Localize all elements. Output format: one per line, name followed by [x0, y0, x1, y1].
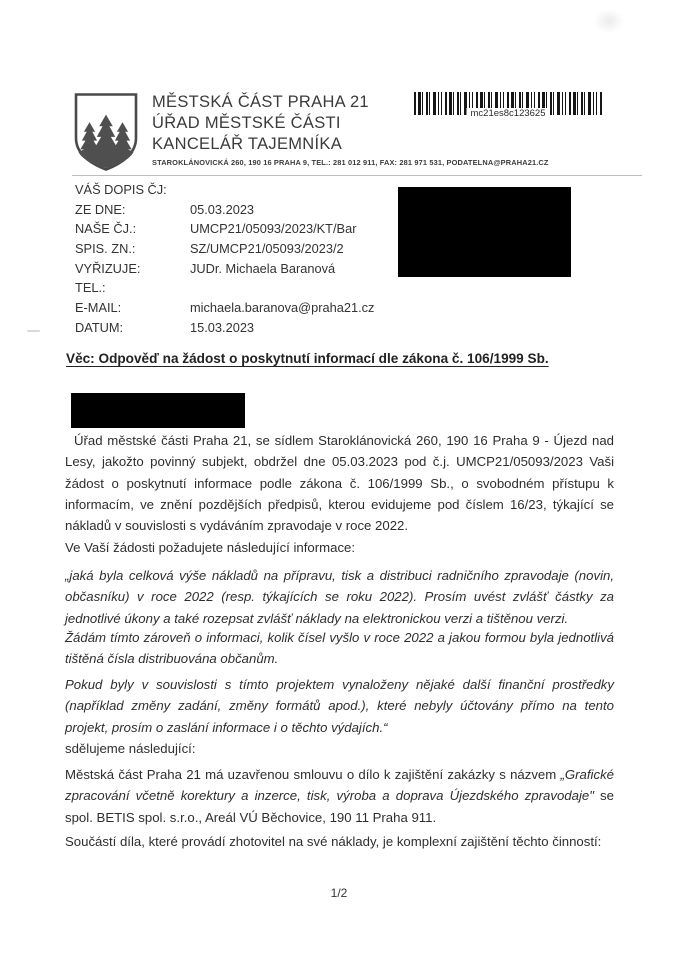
paragraph-quote-3: Pokud byly v souvislosti s tímto projektem vynaloženy nějaké další finanční prostředky (například změny zadání, změny formátů apod.), které nebyly účtovány přímo na tento projekt, prosím o zaslání informace i o těchto výdajích.“ — [65, 677, 614, 735]
ref-label: TEL.: — [75, 280, 106, 296]
paragraph-quote-1: „jaká byla celková výše nákladů na přípravu, tisk a distribuci radničního zpravodaje (novin, občasníku) v roce 2022 (resp. týkajících se roku 2022). Prosím uvést zvlášť částky za jednotlivé úkony a také rozepsat zvlášť náklady na elektronickou verzi a tištěnou verzi. — [65, 568, 614, 626]
header-divider — [72, 175, 642, 176]
ref-value: JUDr. Michaela Baranová — [190, 260, 336, 276]
barcode-label: mc21es8c123625 — [467, 108, 550, 119]
ref-label: SPIS. ZN.: — [75, 241, 136, 257]
ref-label: ZE DNE: — [75, 201, 126, 217]
ref-row-ze-dne — [75, 200, 405, 220]
redaction-box-addressee — [398, 187, 571, 277]
contract-text-pre: Městská část Praha 21 má uzavřenou smlouvu o dílo k zajištění zakázky s názvem — [65, 767, 561, 782]
scan-smudge-artifact — [592, 8, 626, 34]
scan-dash-artifact — [27, 330, 40, 332]
ref-row-vyrizuje — [75, 259, 405, 279]
paragraph-activities-lead: Součástí díla, které provádí zhotovitel na své náklady, je komplexní zajištění těchto činností: — [65, 834, 602, 849]
ref-row-nase-cj — [75, 219, 405, 239]
ref-row-email — [75, 298, 405, 318]
redaction-box-salutation — [71, 393, 245, 428]
paragraph-quote-2: Žádám tímto zároveň o informaci, kolik čísel vyšlo v roce 2022 a jakou formou byla jednotlivá tištěná čísla distribuována občanům. — [65, 630, 614, 667]
reference-block — [75, 180, 405, 338]
ref-value: SZ/UMCP21/05093/2023/2 — [190, 241, 344, 257]
coat-of-arms-icon — [73, 92, 139, 172]
contract-text-post: se spol. BETIS spol. s.r.o., Areál VÚ Běchovice, 190 11 Praha 911. — [65, 788, 614, 825]
ref-label: NAŠE ČJ.: — [75, 221, 137, 237]
ref-row-spis-zn — [75, 239, 405, 259]
ref-row-tel — [75, 278, 405, 298]
ref-label: VÁŠ DOPIS ČJ: — [75, 182, 167, 197]
page-number: 1/2 — [330, 886, 348, 900]
org-address-line: STAROKLÁNOVICKÁ 260, 190 16 PRAHA 9, TEL.: 281 012 911, FAX: 281 971 531, PODATELNA@PRAHA21.CZ — [152, 158, 549, 167]
ref-value: 15.03.2023 — [190, 319, 255, 335]
paragraph-statement-lead: sdělujeme následující: — [65, 741, 196, 756]
contract-title-quote: „Grafické zpracování včetně korektury a inzerce, tisk, výroba a doprava Újezdského zpravodaje" — [65, 767, 614, 804]
org-name-line1: MĚSTSKÁ ČÁST PRAHA 21 — [152, 93, 369, 111]
ref-label: DATUM: — [75, 319, 124, 335]
paragraph-contract — [65, 764, 614, 828]
org-name-line3: KANCELÁŘ TAJEMNÍKA — [152, 135, 343, 153]
subject-line: Věc: Odpověď na žádost o poskytnutí informací dle zákona č. 106/1999 Sb. — [66, 351, 549, 366]
ref-value: 05.03.2023 — [190, 201, 255, 217]
ref-value: michaela.baranova@praha21.cz — [190, 300, 375, 316]
paragraph-intro: Úřad městské části Praha 21, se sídlem Staroklánovická 260, 190 16 Praha 9 - Újezd nad Lesy, jakožto povinný subjekt, obdržel dne 05.03.2023 pod č.j. UMCP21/05093/2023 Vaši žádost o poskytnutí informace podle zákona č. 106/1999 Sb., o svobodném přístupu k informacím, ve znění pozdějších předpisů, kterou evidujeme pod číslem 16/23, týkající se nákladů v souvislosti s vydáváním zpravodaje v roce 2022. — [65, 433, 614, 534]
barcode — [414, 92, 602, 126]
ref-row-datum — [75, 318, 405, 338]
org-name-line2: ÚŘAD MĚSTSKÉ ČÁSTI — [152, 114, 341, 132]
ref-label: E-MAIL: — [75, 300, 122, 316]
ref-row-vas-dopis — [75, 180, 405, 200]
paragraph-request-lead: Ve Vaší žádosti požadujete následující informace: — [65, 540, 356, 555]
ref-value: UMCP21/05093/2023/KT/Bar — [190, 221, 357, 237]
ref-label: VYŘIZUJE: — [75, 260, 141, 276]
